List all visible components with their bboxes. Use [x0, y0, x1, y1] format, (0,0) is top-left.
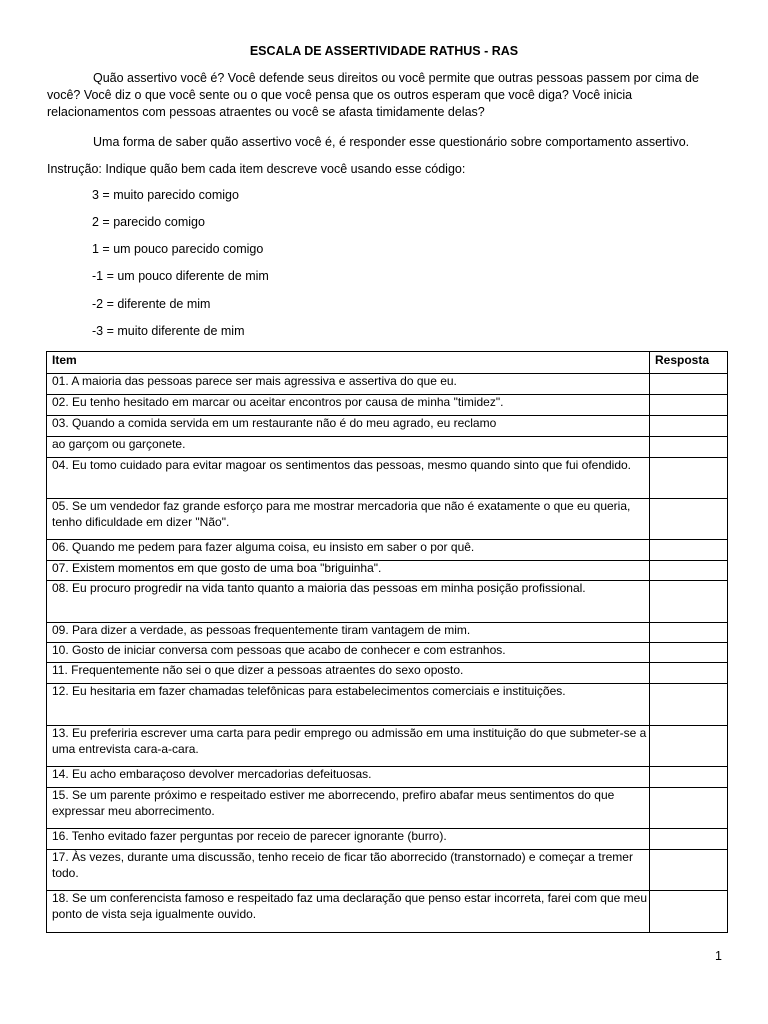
item-text: 15. Se um parente próximo e respeitado estiver me aborrecendo, prefiro abafar meus sentimentos do que expressar meu aborrecimento.: [47, 788, 650, 829]
document-title: ESCALA DE ASSERTIVIDADE RATHUS - RAS: [249, 44, 519, 58]
table-row: [47, 395, 728, 416]
item-text: 10. Gosto de iniciar conversa com pessoas que acabo de conhecer e com estranhos.: [47, 643, 650, 663]
response-cell[interactable]: [650, 829, 728, 850]
table-row: [47, 684, 728, 726]
response-cell[interactable]: [650, 458, 728, 499]
response-cell[interactable]: [650, 395, 728, 416]
table-row: [47, 416, 728, 437]
response-cell[interactable]: [650, 581, 728, 623]
header-item: Item: [47, 352, 650, 374]
table-row: [47, 663, 728, 684]
table-row: [47, 540, 728, 561]
table-row: [47, 643, 728, 663]
intro-paragraph-1: Quão assertivo você é? Você defende seus direitos ou você permite que outras pessoas passem por cima de você? Você diz o que você sente ou o que você pensa que os outros esperam que você diga? Você inicia relacionamentos com pessoas atraentes ou você se afasta timidamente delas?: [47, 71, 699, 119]
code-line: 3 = muito parecido comigo: [92, 188, 239, 202]
table-row: [47, 499, 728, 540]
table-row: [47, 829, 728, 850]
table-header-row: [47, 352, 728, 374]
response-cell[interactable]: [650, 643, 728, 663]
page-number: 1: [715, 949, 722, 963]
table-row: [47, 767, 728, 788]
item-text: 18. Se um conferencista famoso e respeitado faz uma declaração que penso estar incorreta, farei com que meu ponto de vista seja igualmente ouvido.: [47, 891, 650, 933]
response-cell[interactable]: [650, 726, 728, 767]
table-row: [47, 561, 728, 581]
instruction-text: Instrução: Indique quão bem cada item descreve você usando esse código:: [47, 162, 466, 176]
table-row: [47, 850, 728, 891]
table-row: [47, 788, 728, 829]
response-cell[interactable]: [650, 437, 728, 458]
response-cell[interactable]: [650, 891, 728, 933]
table-row: [47, 458, 728, 499]
code-line: 2 = parecido comigo: [92, 215, 205, 229]
table-row: [47, 374, 728, 395]
response-cell[interactable]: [650, 374, 728, 395]
response-cell[interactable]: [650, 416, 728, 437]
item-text: 05. Se um vendedor faz grande esforço para me mostrar mercadoria que não é exatamente o que eu queria, tenho dificuldade em dizer "Não".: [47, 499, 650, 540]
header-response: Resposta: [650, 352, 728, 374]
item-text: 16. Tenho evitado fazer perguntas por receio de parecer ignorante (burro).: [47, 829, 650, 850]
item-text: 03. Quando a comida servida em um restaurante não é do meu agrado, eu reclamo: [47, 416, 650, 437]
item-text: 14. Eu acho embaraçoso devolver mercadorias defeituosas.: [47, 767, 650, 788]
code-line: -2 = diferente de mim: [92, 297, 211, 311]
table-row: [47, 437, 728, 458]
response-cell[interactable]: [650, 540, 728, 561]
item-text: 09. Para dizer a verdade, as pessoas frequentemente tiram vantagem de mim.: [47, 623, 650, 643]
code-line: -3 = muito diferente de mim: [92, 324, 245, 338]
table-row: [47, 581, 728, 623]
item-text: 17. Às vezes, durante uma discussão, tenho receio de ficar tão aborrecido (transtornado) e começar a tremer todo.: [47, 850, 650, 891]
item-text: 02. Eu tenho hesitado em marcar ou aceitar encontros por causa de minha "timidez".: [47, 395, 650, 416]
response-cell[interactable]: [650, 499, 728, 540]
item-text: 11. Frequentemente não sei o que dizer a pessoas atraentes do sexo oposto.: [47, 663, 650, 684]
response-cell[interactable]: [650, 663, 728, 684]
response-cell[interactable]: [650, 788, 728, 829]
response-cell[interactable]: [650, 767, 728, 788]
assertiveness-table: [46, 351, 728, 933]
response-cell[interactable]: [650, 850, 728, 891]
item-text: 01. A maioria das pessoas parece ser mais agressiva e assertiva do que eu.: [47, 374, 650, 395]
response-cell[interactable]: [650, 684, 728, 726]
item-text: 08. Eu procuro progredir na vida tanto quanto a maioria das pessoas em minha posição profissional.: [47, 581, 650, 623]
table-row: [47, 726, 728, 767]
code-line: -1 = um pouco diferente de mim: [92, 269, 269, 283]
response-cell[interactable]: [650, 623, 728, 643]
item-text: 12. Eu hesitaria em fazer chamadas telefônicas para estabelecimentos comerciais e instituições.: [47, 684, 650, 726]
code-line: 1 = um pouco parecido comigo: [92, 242, 264, 256]
table-row: [47, 891, 728, 933]
item-text: 07. Existem momentos em que gosto de uma boa "briguinha".: [47, 561, 650, 581]
item-text: 06. Quando me pedem para fazer alguma coisa, eu insisto em saber o por quê.: [47, 540, 650, 561]
response-cell[interactable]: [650, 561, 728, 581]
table-row: [47, 623, 728, 643]
intro-paragraph-2: Uma forma de saber quão assertivo você é, é responder esse questionário sobre comportamento assertivo.: [93, 135, 690, 149]
item-text: 04. Eu tomo cuidado para evitar magoar os sentimentos das pessoas, mesmo quando sinto que fui ofendido.: [47, 458, 650, 499]
item-text: 13. Eu preferiria escrever uma carta para pedir emprego ou admissão em uma instituição do que submeter-se a uma entrevista cara-a-cara.: [47, 726, 650, 767]
item-text: ao garçom ou garçonete.: [47, 437, 650, 458]
